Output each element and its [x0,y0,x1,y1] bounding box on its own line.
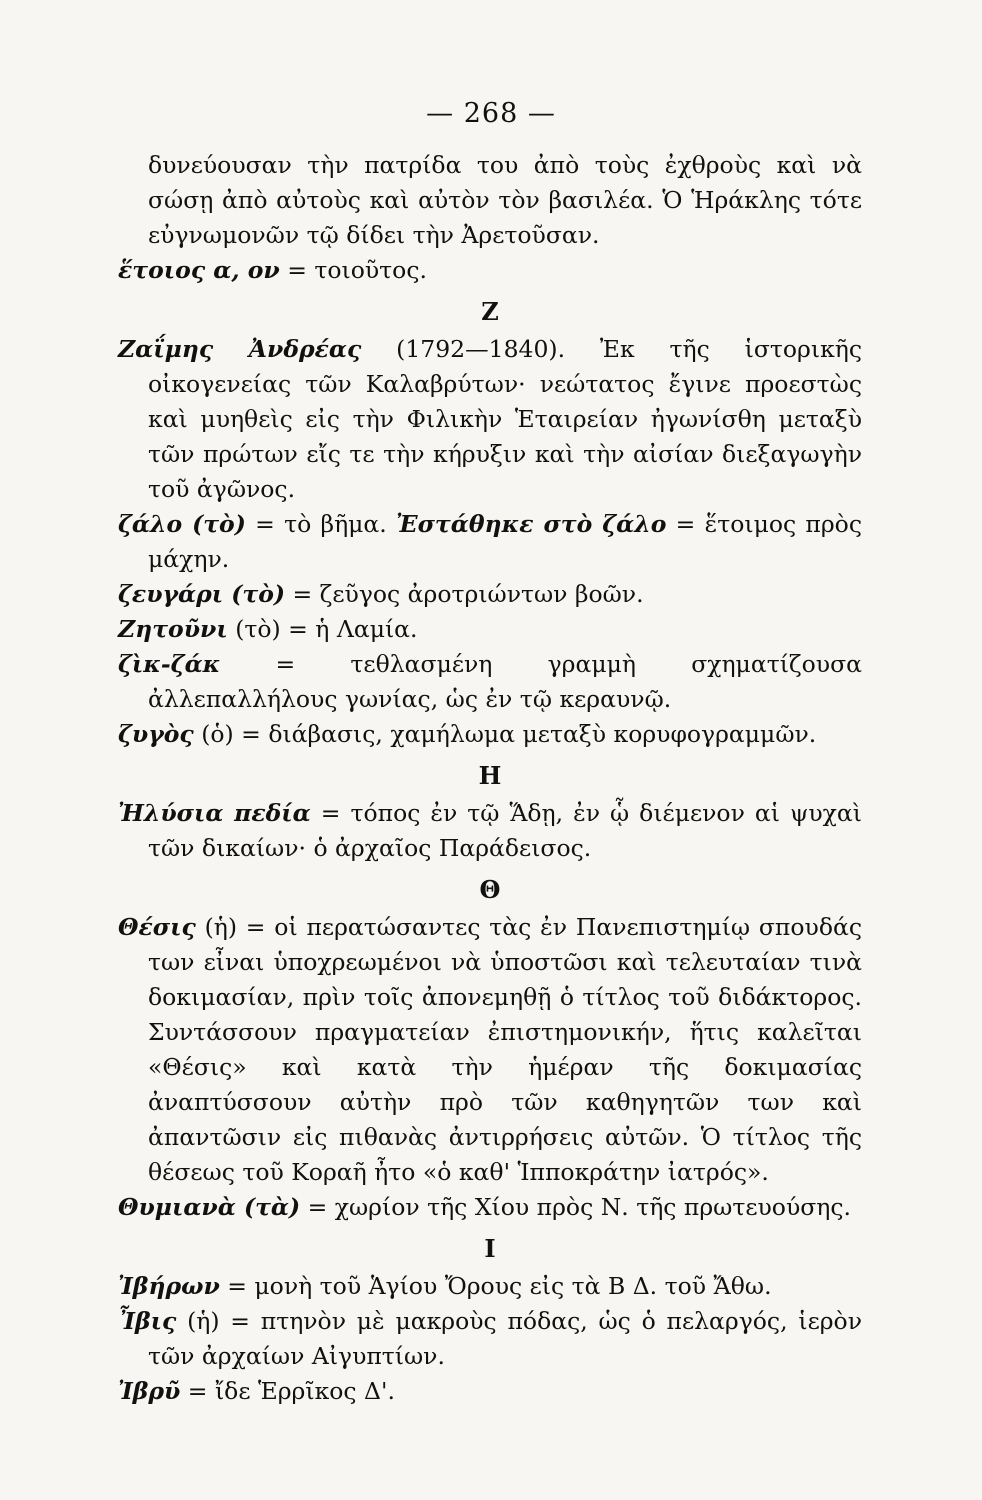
entry-thesis [118,910,862,1190]
entry-text: (τὸ) = ἡ Λαμία. [227,615,418,643]
entry-text: = χωρίον τῆς Χίου πρὸς Ν. τῆς πρωτευούσης. [300,1193,851,1221]
entry-head: Ζαΐμης Ἀνδρέας [118,335,362,363]
entry-head: ζάλο (τὸ) [118,510,246,538]
entry-text: = μονὴ τοῦ Ἁγίου Ὄρους εἰς τὰ Β Δ. τοῦ Ἄθω. [219,1272,772,1300]
entry-text: = τὸ βῆμα. [245,510,397,538]
entry-text: = τοιοῦτος. [279,256,427,284]
entry-elysia [118,796,862,866]
continuation-paragraph: δυνεύουσαν τὴν πατρίδα του ἀπὸ τοὺς ἐχθροὺς καὶ νὰ σώσῃ ἀπὸ αὐτοὺς καὶ αὐτὸν τὸν βασιλέα. Ὁ Ἡράκλης τότε εὐγνωμονῶν τῷ δίδει τὴν Ἀρετοῦσαν. [148,151,862,249]
entry-head: Ἰβήρων [118,1272,220,1300]
entry-etoios [118,253,862,288]
entry-head: ζευγάρι (τὸ) [118,580,286,608]
entry-iviron [118,1269,862,1304]
entry-zevgari [118,577,862,612]
entry-head: Θέσις [118,913,196,941]
entry-ivry [118,1374,862,1409]
entry-text: = τόπος ἐν τῷ Ἅδῃ, ἐν ᾧ διέμενον αἱ ψυχαὶ τῶν δικαίων· ὁ ἀρχαῖος Παράδεισος. [148,799,863,862]
entry-zalo [118,507,862,577]
dictionary-text [118,148,862,1409]
entry-phrase: Ἐστάθηκε στὸ ζάλο [396,510,667,538]
entry-head: ζυγὸς [118,720,194,748]
entry-text: = ἴδε Ἑρρῖκος Δ'. [180,1377,395,1405]
section-letter-z: Ζ [481,297,499,326]
entry-head: ζὶκ-ζάκ [118,650,221,678]
entry-head: Ἶβις [118,1307,177,1335]
entry-text: = τεθλασμένη γραμμὴ σχηματίζουσα ἀλλεπαλλήλους γωνίας, ὡς ἐν τῷ κεραυνῷ. [148,650,862,713]
entry-thymiana [118,1190,862,1225]
entry-text: (ἡ) = οἱ περατώσαντες τὰς ἐν Πανεπιστημίῳ σπουδάς των εἶναι ὑποχρεωμένοι νὰ ὑποστῶσι καὶ τελευταίαν τινὰ δοκιμασίαν, πρὶν τοῖς ἀπονεμηθῇ ὁ τίτλος τοῦ διδάκτορος. Συντάσσουν πραγματείαν ἐπιστημονικήν, ἥτις καλεῖται «Θέσις» καὶ κατὰ τὴν ἡμέραν τῆς δοκιμασίας ἀναπτύσσουν αὐτὴν πρὸ τῶν καθηγητῶν των καὶ ἀπαντῶσιν εἰς πιθανὰς ἀντιρρήσεις αὐτῶν. Ὁ τίτλος τῆς θέσεως τοῦ Κοραῆ ἦτο «ὁ καθ' Ἱπποκράτην ἰατρός». [148,913,862,1186]
entry-text: (ὁ) = διάβασις, χαμήλωμα μεταξὺ κορυφογραμμῶν. [193,720,817,748]
section-letter-theta: Θ [479,875,501,904]
entry-head: Ζητοῦνι [118,615,228,643]
entry-ivis [118,1304,862,1374]
entry-text: (ἡ) = πτηνὸν μὲ μακροὺς πόδας, ὡς ὁ πελαργός, ἱερὸν τῶν ἀρχαίων Αἰγυπτίων. [148,1307,862,1370]
entry-text: = ζεῦγος ἀροτριώντων βοῶν. [285,580,644,608]
entry-zitouni [118,612,862,647]
entry-head: ἕτοιος α, ον [118,256,280,284]
entry-zigzag [118,647,862,717]
entry-head: Θυμιανὰ (τὰ) [118,1193,301,1221]
entry-zygos [118,717,862,752]
page-number: — 268 — [426,98,556,129]
entry-head: Ἰβρῦ [118,1377,181,1405]
entry-text-2: = ἕτοιμος πρὸς μάχην. [148,510,862,573]
section-letter-iota: Ι [484,1234,496,1263]
entry-text: (1792—1840). Ἐκ τῆς ἱστορικῆς οἰκογενείας τῶν Καλαβρύτων· νεώτατος ἔγινε προεστὼς καὶ μυηθεὶς εἰς τὴν Φιλικὴν Ἑταιρείαν ἠγωνίσθη μεταξὺ τῶν πρώτων εἴς τε τὴν κήρυξιν καὶ τὴν αἰσίαν διεξαγωγὴν τοῦ ἀγῶνος. [148,335,862,503]
section-letter-i-eta: Η [478,761,502,790]
entry-zaimis [118,332,862,507]
entry-head: Ἠλύσια πεδία [118,799,311,827]
